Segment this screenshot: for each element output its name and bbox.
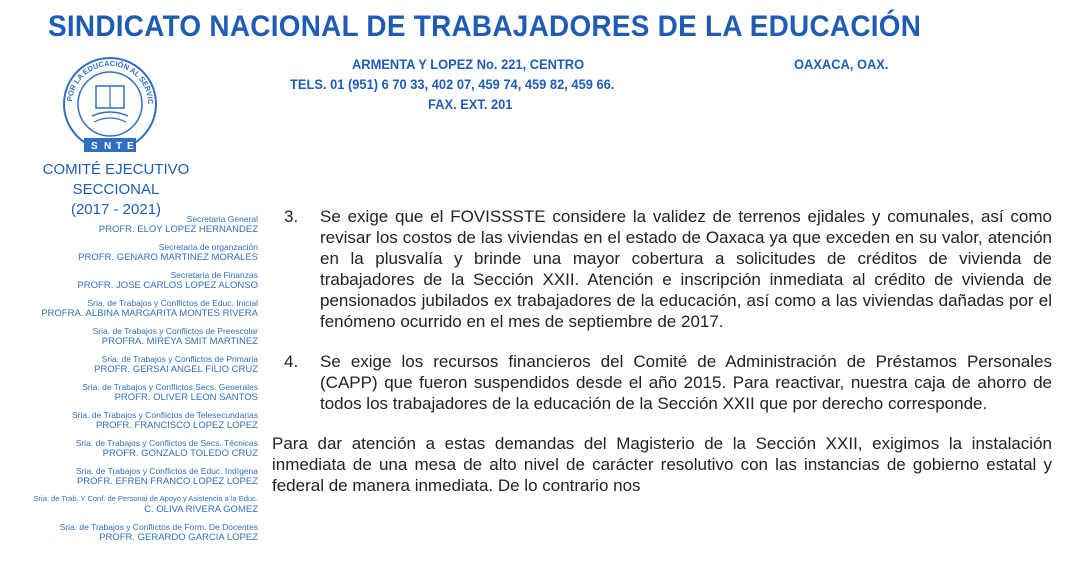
- officers-list: [0, 214, 258, 550]
- officer-role: Sria. de Trabajos y Conflictos de Preescolar: [92, 326, 258, 336]
- officer-item: [0, 270, 258, 291]
- document-body: [272, 206, 1052, 496]
- officer-role: Sria. de Trabajos y Conflictos de Primaria: [101, 354, 258, 364]
- item-number: 4.: [284, 352, 299, 371]
- officer-item: [0, 298, 258, 319]
- snte-seal-logo: [50, 52, 170, 162]
- officer-name: PROFR. FRANCISCO LOPEZ LOPEZ: [95, 420, 258, 431]
- city-line: OAXACA, OAX.: [794, 56, 889, 72]
- officer-role: Sria. de Trab. Y Conf. de Personal de Apoyo y Asistencia a la Educ.: [33, 494, 258, 503]
- officer-item: [0, 438, 258, 459]
- address-line: ARMENTA Y LOPEZ No. 221, CENTRO: [352, 56, 585, 72]
- officer-role: Sria. de Trabajos y Conflictos Secs. Generales: [82, 382, 258, 392]
- officer-name: PROFR. EFREN FRANCO LOPEZ LOPEZ: [76, 476, 258, 487]
- officer-item: [0, 522, 258, 543]
- officer-item: [0, 410, 258, 431]
- officer-item: [0, 466, 258, 487]
- officer-name: PROFR. JOSE CARLOS LOPEZ ALONSO: [77, 280, 258, 291]
- svg-text:POR LA EDUCACIÓN AL SERVICIO D: [50, 52, 155, 105]
- demand-item: [272, 206, 1052, 332]
- officer-name: PROFR. GONZALO TOLEDO CRUZ: [102, 448, 258, 459]
- seal-letter-s: S: [91, 141, 98, 152]
- officer-role: Sria. de Trabajos y Conflictos de Telesecundarias: [72, 410, 258, 420]
- officer-name: PROFR. GERSAI ANGEL FILIO CRUZ: [94, 364, 258, 375]
- committee-heading: [0, 160, 232, 220]
- officer-item: [0, 214, 258, 235]
- officer-item: [0, 354, 258, 375]
- officer-name: C. OLIVA RIVERA GOMEZ: [144, 504, 258, 515]
- item-text: Se exige que el FOVISSSTE considere la validez de terrenos ejidales y comunales, así como revisar los costos de las viviendas en el estado de Oaxaca ya que exceden en su valor, atención en la plusvalía y brinde una mayor cobertura a solicitudes de créditos de vivienda de trabajadores de la Sección XXII. Atención e inscripción inmediata al crédito de vivienda de pensionados jubilados ex trabajadores de la educación, así como a las viviendas dañadas por el fenómeno ocurrido en el mes de septiembre de 2017.: [320, 207, 1052, 331]
- officer-item: [0, 382, 258, 403]
- officer-item: [0, 494, 258, 515]
- seal-letter-n: N: [104, 141, 112, 152]
- item-number: 3.: [284, 207, 299, 226]
- fax-line: FAX. EXT. 201: [428, 96, 513, 112]
- officer-item: [0, 326, 258, 347]
- seal-ring-text: POR LA EDUCACIÓN AL SERVIC: [65, 58, 156, 105]
- committee-period: (2017 - 2021): [70, 201, 162, 218]
- demand-item: [272, 351, 1052, 414]
- item-text: Se exige los recursos financieros del Comité de Administración de Préstamos Personales (CAPP) que fueron suspendidos desde el año 2015. Para reactivar, nuestra caja de ahorro de todos los trabajadores de la educación de la Sección XXII que por derecho corresponde.: [320, 352, 1052, 413]
- union-title: SINDICATO NACIONAL DE TRABAJADORES DE LA EDUCACIÓN: [48, 10, 922, 43]
- officer-name: PROFR. GENARO MARTINEZ MORALES: [78, 252, 258, 263]
- officer-role: Sria. de Trabajos y Conflictos de Secs. Técnicas: [75, 438, 258, 448]
- officer-role: Sria. de Trabajos y Conflictos de Educ. Inicial: [87, 298, 258, 308]
- officer-name: PROFRA. MIREYA SMIT MARTINEZ: [101, 336, 258, 347]
- officer-role: Secretaria de organzación: [158, 242, 258, 252]
- closing-paragraph: Para dar atención a estas demandas del Magisterio de la Sección XXII, exigimos la instalación inmediata de una mesa de alto nivel de carácter resolutivo con las instancias de gobierno estatal y federal de manera inmediata. De lo contrario nos: [272, 434, 1052, 495]
- officer-role: Secretaria General: [186, 214, 258, 224]
- officer-name: PROFR. ELOY LOPEZ HERNANDEZ: [98, 224, 258, 235]
- committee-name: COMITÉ EJECUTIVO SECCIONAL: [42, 161, 190, 198]
- officer-name: PROFR. GERARDO GARCIA LOPEZ: [99, 532, 258, 543]
- seal-letter-e: E: [127, 141, 134, 152]
- seal-letter-t: T: [116, 141, 123, 152]
- officer-role: Secretaria de Finanzas: [170, 270, 258, 280]
- officer-name: PROFRA. ALBINA MARGARITA MONTES RIVERA: [41, 308, 258, 319]
- officer-role: Sria. de Trabajos y Conflictos de Form. De Docentes: [59, 522, 258, 532]
- officer-name: PROFR. OLIVER LEON SANTOS: [114, 392, 258, 403]
- officer-item: [0, 242, 258, 263]
- phones-line: TELS. 01 (951) 6 70 33, 402 07, 459 74, 459 82, 459 66.: [290, 76, 615, 92]
- officer-role: Sria. de Trabajos y Conflictos de Educ. Indígena: [76, 466, 258, 476]
